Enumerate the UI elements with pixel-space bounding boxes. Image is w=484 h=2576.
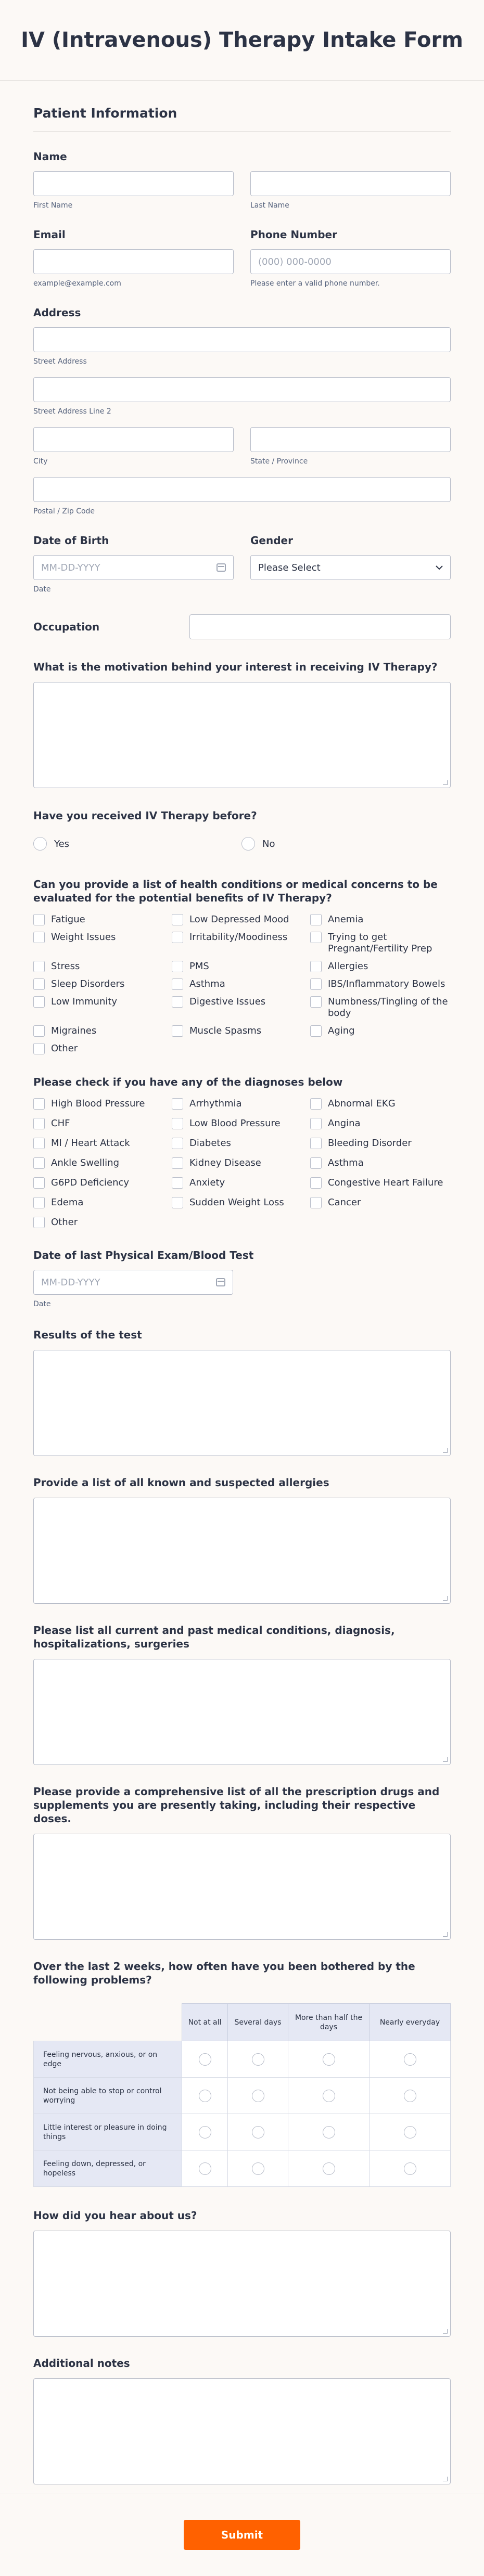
matrix-radio[interactable]: [199, 2162, 211, 2175]
checkbox[interactable]: [33, 1197, 45, 1208]
phq-question: Over the last 2 weeks, how often have you been bothered by the following problems?: [33, 1960, 415, 1986]
diagnosis-label: Other: [51, 1217, 78, 1228]
condition-label: Other: [51, 1043, 78, 1054]
diagnosis-option[interactable]: [310, 1118, 449, 1129]
diagnosis-label: Diabetes: [189, 1138, 231, 1149]
checkbox[interactable]: [172, 1138, 183, 1149]
condition-label: Fatigue: [51, 914, 85, 925]
condition-option[interactable]: [172, 961, 310, 972]
diagnosis-label: Congestive Heart Failure: [328, 1177, 443, 1188]
matrix-column-header: Not at all: [182, 2004, 228, 2041]
condition-label: Numbness/Tingling of the body: [328, 996, 448, 1019]
condition-label: Trying to get Pregnant/Fertility Prep: [328, 932, 432, 954]
matrix-row: [34, 2114, 451, 2150]
condition-label: Muscle Spasms: [189, 1025, 262, 1036]
matrix-column-header: Several days: [228, 2004, 288, 2041]
checkbox[interactable]: [310, 961, 322, 972]
exam-date-sublabel: Date: [33, 1300, 51, 1308]
matrix-radio[interactable]: [323, 2090, 335, 2102]
form-footer: [0, 2493, 484, 2576]
phq-matrix: [33, 2003, 451, 2187]
last-name-input[interactable]: [250, 171, 451, 196]
dob-placeholder: MM-DD-YYYY: [41, 562, 100, 573]
state-sublabel: State / Province: [250, 457, 308, 466]
checkbox[interactable]: [33, 1157, 45, 1169]
condition-option[interactable]: [172, 932, 310, 955]
matrix-row-label: Not being able to stop or control worrying: [34, 2078, 182, 2114]
checkbox[interactable]: [172, 1197, 183, 1208]
allergies-textarea[interactable]: [33, 1498, 451, 1604]
results-question: Results of the test: [33, 1329, 142, 1341]
condition-label: Digestive Issues: [189, 996, 266, 1007]
matrix-row-label: Feeling nervous, anxious, or on edge: [34, 2041, 182, 2078]
diagnosis-option[interactable]: [33, 1118, 172, 1129]
checkbox[interactable]: [33, 1025, 45, 1037]
section-title: Patient Information: [33, 106, 451, 132]
checkbox[interactable]: [33, 1177, 45, 1189]
checkbox[interactable]: [33, 1043, 45, 1054]
checkbox[interactable]: [172, 1177, 183, 1189]
email-input[interactable]: [33, 249, 234, 274]
checkbox[interactable]: [33, 1217, 45, 1228]
conditions-question: Can you provide a list of health conditions or medical concerns to be evaluated for the potential benefits of IV Therapy?: [33, 878, 438, 904]
diagnosis-option[interactable]: [33, 1098, 172, 1110]
email-label: Email: [33, 228, 66, 241]
referral-textarea[interactable]: [33, 2231, 451, 2337]
matrix-radio[interactable]: [252, 2126, 264, 2139]
condition-label: Weight Issues: [51, 932, 116, 943]
address-label: Address: [33, 306, 81, 319]
diagnosis-option[interactable]: [33, 1138, 172, 1149]
checkbox[interactable]: [172, 932, 183, 943]
matrix-radio[interactable]: [323, 2053, 335, 2066]
condition-label: Anemia: [328, 914, 364, 925]
diagnosis-label: Cancer: [328, 1197, 361, 1208]
received-question: Have you received IV Therapy before?: [33, 809, 257, 822]
diagnosis-option[interactable]: [172, 1138, 310, 1149]
exam-date-label: Date of last Physical Exam/Blood Test: [33, 1249, 254, 1261]
matrix-radio[interactable]: [252, 2162, 264, 2175]
checkbox[interactable]: [33, 1138, 45, 1149]
diagnosis-option[interactable]: [172, 1157, 310, 1169]
medications-textarea[interactable]: [33, 1834, 451, 1940]
chevron-down-icon: [436, 565, 443, 570]
gender-select[interactable]: [250, 555, 451, 580]
matrix-column-header: More than half the days: [288, 2004, 370, 2041]
condition-label: Aging: [328, 1025, 355, 1036]
checkbox[interactable]: [310, 1197, 322, 1208]
checkbox[interactable]: [310, 1177, 322, 1189]
checkbox[interactable]: [33, 932, 45, 943]
condition-label: Irritability/Moodiness: [189, 932, 288, 943]
diagnosis-label: Asthma: [328, 1157, 364, 1168]
diagnosis-option[interactable]: [172, 1118, 310, 1129]
phone-input[interactable]: (000) 000-0000: [250, 249, 451, 274]
referral-question: How did you hear about us?: [33, 2209, 197, 2222]
received-no-label: No: [262, 838, 275, 849]
matrix-radio[interactable]: [252, 2090, 264, 2102]
condition-option[interactable]: [310, 961, 449, 972]
last-name-sublabel: Last Name: [250, 201, 289, 210]
condition-option[interactable]: [33, 1043, 172, 1054]
condition-option[interactable]: [33, 961, 172, 972]
matrix-row-label: Little interest or pleasure in doing things: [34, 2114, 182, 2150]
condition-option[interactable]: [172, 1025, 310, 1037]
diagnosis-option[interactable]: [310, 1177, 449, 1189]
matrix-radio[interactable]: [404, 2053, 416, 2066]
zip-sublabel: Postal / Zip Code: [33, 507, 95, 516]
checkbox[interactable]: [310, 1098, 322, 1110]
motivation-question: What is the motivation behind your interest in receiving IV Therapy?: [33, 661, 438, 673]
checkbox[interactable]: [172, 1098, 183, 1110]
diagnosis-option[interactable]: [33, 1217, 172, 1228]
matrix-column-header: Nearly everyday: [370, 2004, 451, 2041]
radio-yes[interactable]: [33, 837, 47, 851]
diagnosis-option[interactable]: [33, 1157, 172, 1169]
dob-input[interactable]: [33, 555, 234, 580]
city-input[interactable]: [33, 427, 234, 452]
diagnosis-option[interactable]: [172, 1098, 310, 1110]
medical-history-textarea[interactable]: [33, 1659, 451, 1765]
condition-option[interactable]: [310, 1025, 449, 1037]
street-address-input[interactable]: [33, 327, 451, 352]
diagnoses-checkbox-list: [33, 1098, 451, 1228]
checkbox[interactable]: [33, 914, 45, 925]
condition-label: Migraines: [51, 1025, 97, 1036]
matrix-row: [34, 2150, 451, 2187]
medical-history-question: Please list all current and past medical conditions, diagnosis, hospitalizations, surgeries: [33, 1624, 395, 1650]
diagnosis-option[interactable]: [33, 1197, 172, 1208]
state-input[interactable]: [250, 427, 451, 452]
checkbox[interactable]: [33, 961, 45, 972]
checkbox[interactable]: [172, 1157, 183, 1169]
received-no-option[interactable]: [241, 837, 450, 851]
condition-option[interactable]: [310, 978, 449, 990]
form-header: [0, 0, 484, 81]
diagnosis-label: Arrhythmia: [189, 1098, 242, 1109]
street-address-sublabel: Street Address: [33, 357, 87, 366]
condition-label: Low Immunity: [51, 996, 118, 1007]
received-yes-label: Yes: [54, 838, 70, 849]
condition-option[interactable]: [310, 996, 449, 1019]
diagnosis-label: Edema: [51, 1197, 84, 1208]
notes-textarea[interactable]: [33, 2378, 451, 2484]
diagnosis-label: Sudden Weight Loss: [189, 1197, 284, 1208]
diagnosis-label: Anxiety: [189, 1177, 225, 1188]
checkbox[interactable]: [172, 961, 183, 972]
medications-question: Please provide a comprehensive list of all the prescription drugs and supplements you are presently taking, including their respective doses.: [33, 1785, 440, 1825]
matrix-radio[interactable]: [199, 2053, 211, 2066]
gender-selected-value: Please Select: [258, 562, 321, 573]
allergies-question: Provide a list of all known and suspected allergies: [33, 1476, 329, 1489]
phone-sublabel: Please enter a valid phone number.: [250, 279, 380, 288]
radio-no[interactable]: [241, 837, 255, 851]
form-title: IV (Intravenous) Therapy Intake Form: [21, 28, 463, 52]
first-name-input[interactable]: [33, 171, 234, 196]
exam-date-placeholder: MM-DD-YYYY: [41, 1277, 100, 1288]
condition-label: IBS/Inflammatory Bowels: [328, 978, 445, 989]
checkbox[interactable]: [33, 1098, 45, 1110]
checkbox[interactable]: [172, 996, 183, 1008]
condition-option[interactable]: [310, 914, 449, 925]
occupation-label: Occupation: [33, 621, 100, 633]
matrix-row: [34, 2078, 451, 2114]
matrix-radio[interactable]: [323, 2162, 335, 2175]
motivation-textarea[interactable]: [33, 682, 451, 788]
condition-option[interactable]: [33, 914, 172, 925]
condition-label: Sleep Disorders: [51, 978, 125, 989]
condition-option[interactable]: [172, 914, 310, 925]
matrix-corner: [34, 2004, 182, 2041]
condition-label: Low Depressed Mood: [189, 914, 289, 925]
condition-label: Asthma: [189, 978, 225, 989]
name-label: Name: [33, 150, 67, 163]
condition-option[interactable]: [33, 996, 172, 1019]
condition-option[interactable]: [172, 996, 310, 1019]
conditions-checkbox-list: [33, 914, 451, 1054]
street-address-line2-sublabel: Street Address Line 2: [33, 407, 111, 416]
diagnosis-option[interactable]: [310, 1157, 449, 1169]
matrix-radio[interactable]: [199, 2126, 211, 2139]
matrix-radio[interactable]: [252, 2053, 264, 2066]
results-textarea[interactable]: [33, 1350, 451, 1456]
diagnosis-label: Abnormal EKG: [328, 1098, 396, 1109]
matrix-radio[interactable]: [404, 2090, 416, 2102]
city-sublabel: City: [33, 457, 48, 466]
diagnosis-option[interactable]: [172, 1177, 310, 1189]
diagnosis-option[interactable]: [310, 1197, 449, 1208]
diagnosis-label: Kidney Disease: [189, 1157, 261, 1168]
diagnosis-label: MI / Heart Attack: [51, 1138, 130, 1149]
matrix-row-label: Feeling down, depressed, or hopeless: [34, 2150, 182, 2187]
submit-button[interactable]: Submit: [184, 2520, 300, 2550]
checkbox[interactable]: [33, 1118, 45, 1129]
diagnosis-label: CHF: [51, 1118, 70, 1129]
checkbox[interactable]: [310, 1118, 322, 1129]
condition-option[interactable]: [33, 1025, 172, 1037]
diagnosis-label: Angina: [328, 1118, 361, 1129]
checkbox[interactable]: [310, 1138, 322, 1149]
checkbox[interactable]: [33, 978, 45, 990]
zip-input[interactable]: [33, 477, 451, 502]
received-yes-option[interactable]: [33, 837, 241, 851]
checkbox[interactable]: [310, 932, 322, 943]
checkbox[interactable]: [172, 914, 183, 925]
occupation-input[interactable]: [189, 614, 451, 639]
diagnoses-question: Please check if you have any of the diagnoses below: [33, 1076, 343, 1088]
calendar-icon[interactable]: [216, 563, 226, 572]
checkbox[interactable]: [172, 978, 183, 990]
condition-option[interactable]: [310, 932, 449, 955]
gender-label: Gender: [250, 534, 293, 547]
phone-label: Phone Number: [250, 228, 337, 241]
dob-sublabel: Date: [33, 585, 51, 594]
checkbox[interactable]: [310, 996, 322, 1008]
checkbox[interactable]: [310, 914, 322, 925]
checkbox[interactable]: [310, 1025, 322, 1037]
diagnosis-label: G6PD Deficiency: [51, 1177, 130, 1188]
matrix-radio[interactable]: [323, 2126, 335, 2139]
checkbox[interactable]: [33, 996, 45, 1008]
condition-label: Allergies: [328, 961, 368, 972]
diagnosis-label: High Blood Pressure: [51, 1098, 145, 1109]
matrix-radio[interactable]: [404, 2162, 416, 2175]
condition-option[interactable]: [33, 978, 172, 990]
diagnosis-option[interactable]: [310, 1098, 449, 1110]
diagnosis-label: Low Blood Pressure: [189, 1118, 281, 1129]
matrix-row: [34, 2041, 451, 2078]
checkbox[interactable]: [172, 1118, 183, 1129]
dob-label: Date of Birth: [33, 534, 109, 547]
street-address-line2-input[interactable]: [33, 377, 451, 402]
first-name-sublabel: First Name: [33, 201, 73, 210]
diagnosis-option[interactable]: [33, 1177, 172, 1189]
matrix-radio[interactable]: [404, 2126, 416, 2139]
condition-option[interactable]: [33, 932, 172, 955]
notes-question: Additional notes: [33, 2357, 130, 2369]
condition-label: Stress: [51, 961, 80, 972]
diagnosis-option[interactable]: [310, 1138, 449, 1149]
checkbox[interactable]: [310, 978, 322, 990]
diagnosis-label: Bleeding Disorder: [328, 1138, 412, 1149]
matrix-radio[interactable]: [199, 2090, 211, 2102]
email-sublabel: example@example.com: [33, 279, 121, 288]
diagnosis-label: Ankle Swelling: [51, 1157, 120, 1168]
checkbox[interactable]: [172, 1025, 183, 1037]
exam-date-input[interactable]: [33, 1270, 233, 1295]
diagnosis-option[interactable]: [172, 1197, 310, 1208]
calendar-icon[interactable]: [216, 1278, 225, 1286]
condition-option[interactable]: [172, 978, 310, 990]
checkbox[interactable]: [310, 1157, 322, 1169]
condition-label: PMS: [189, 961, 209, 972]
